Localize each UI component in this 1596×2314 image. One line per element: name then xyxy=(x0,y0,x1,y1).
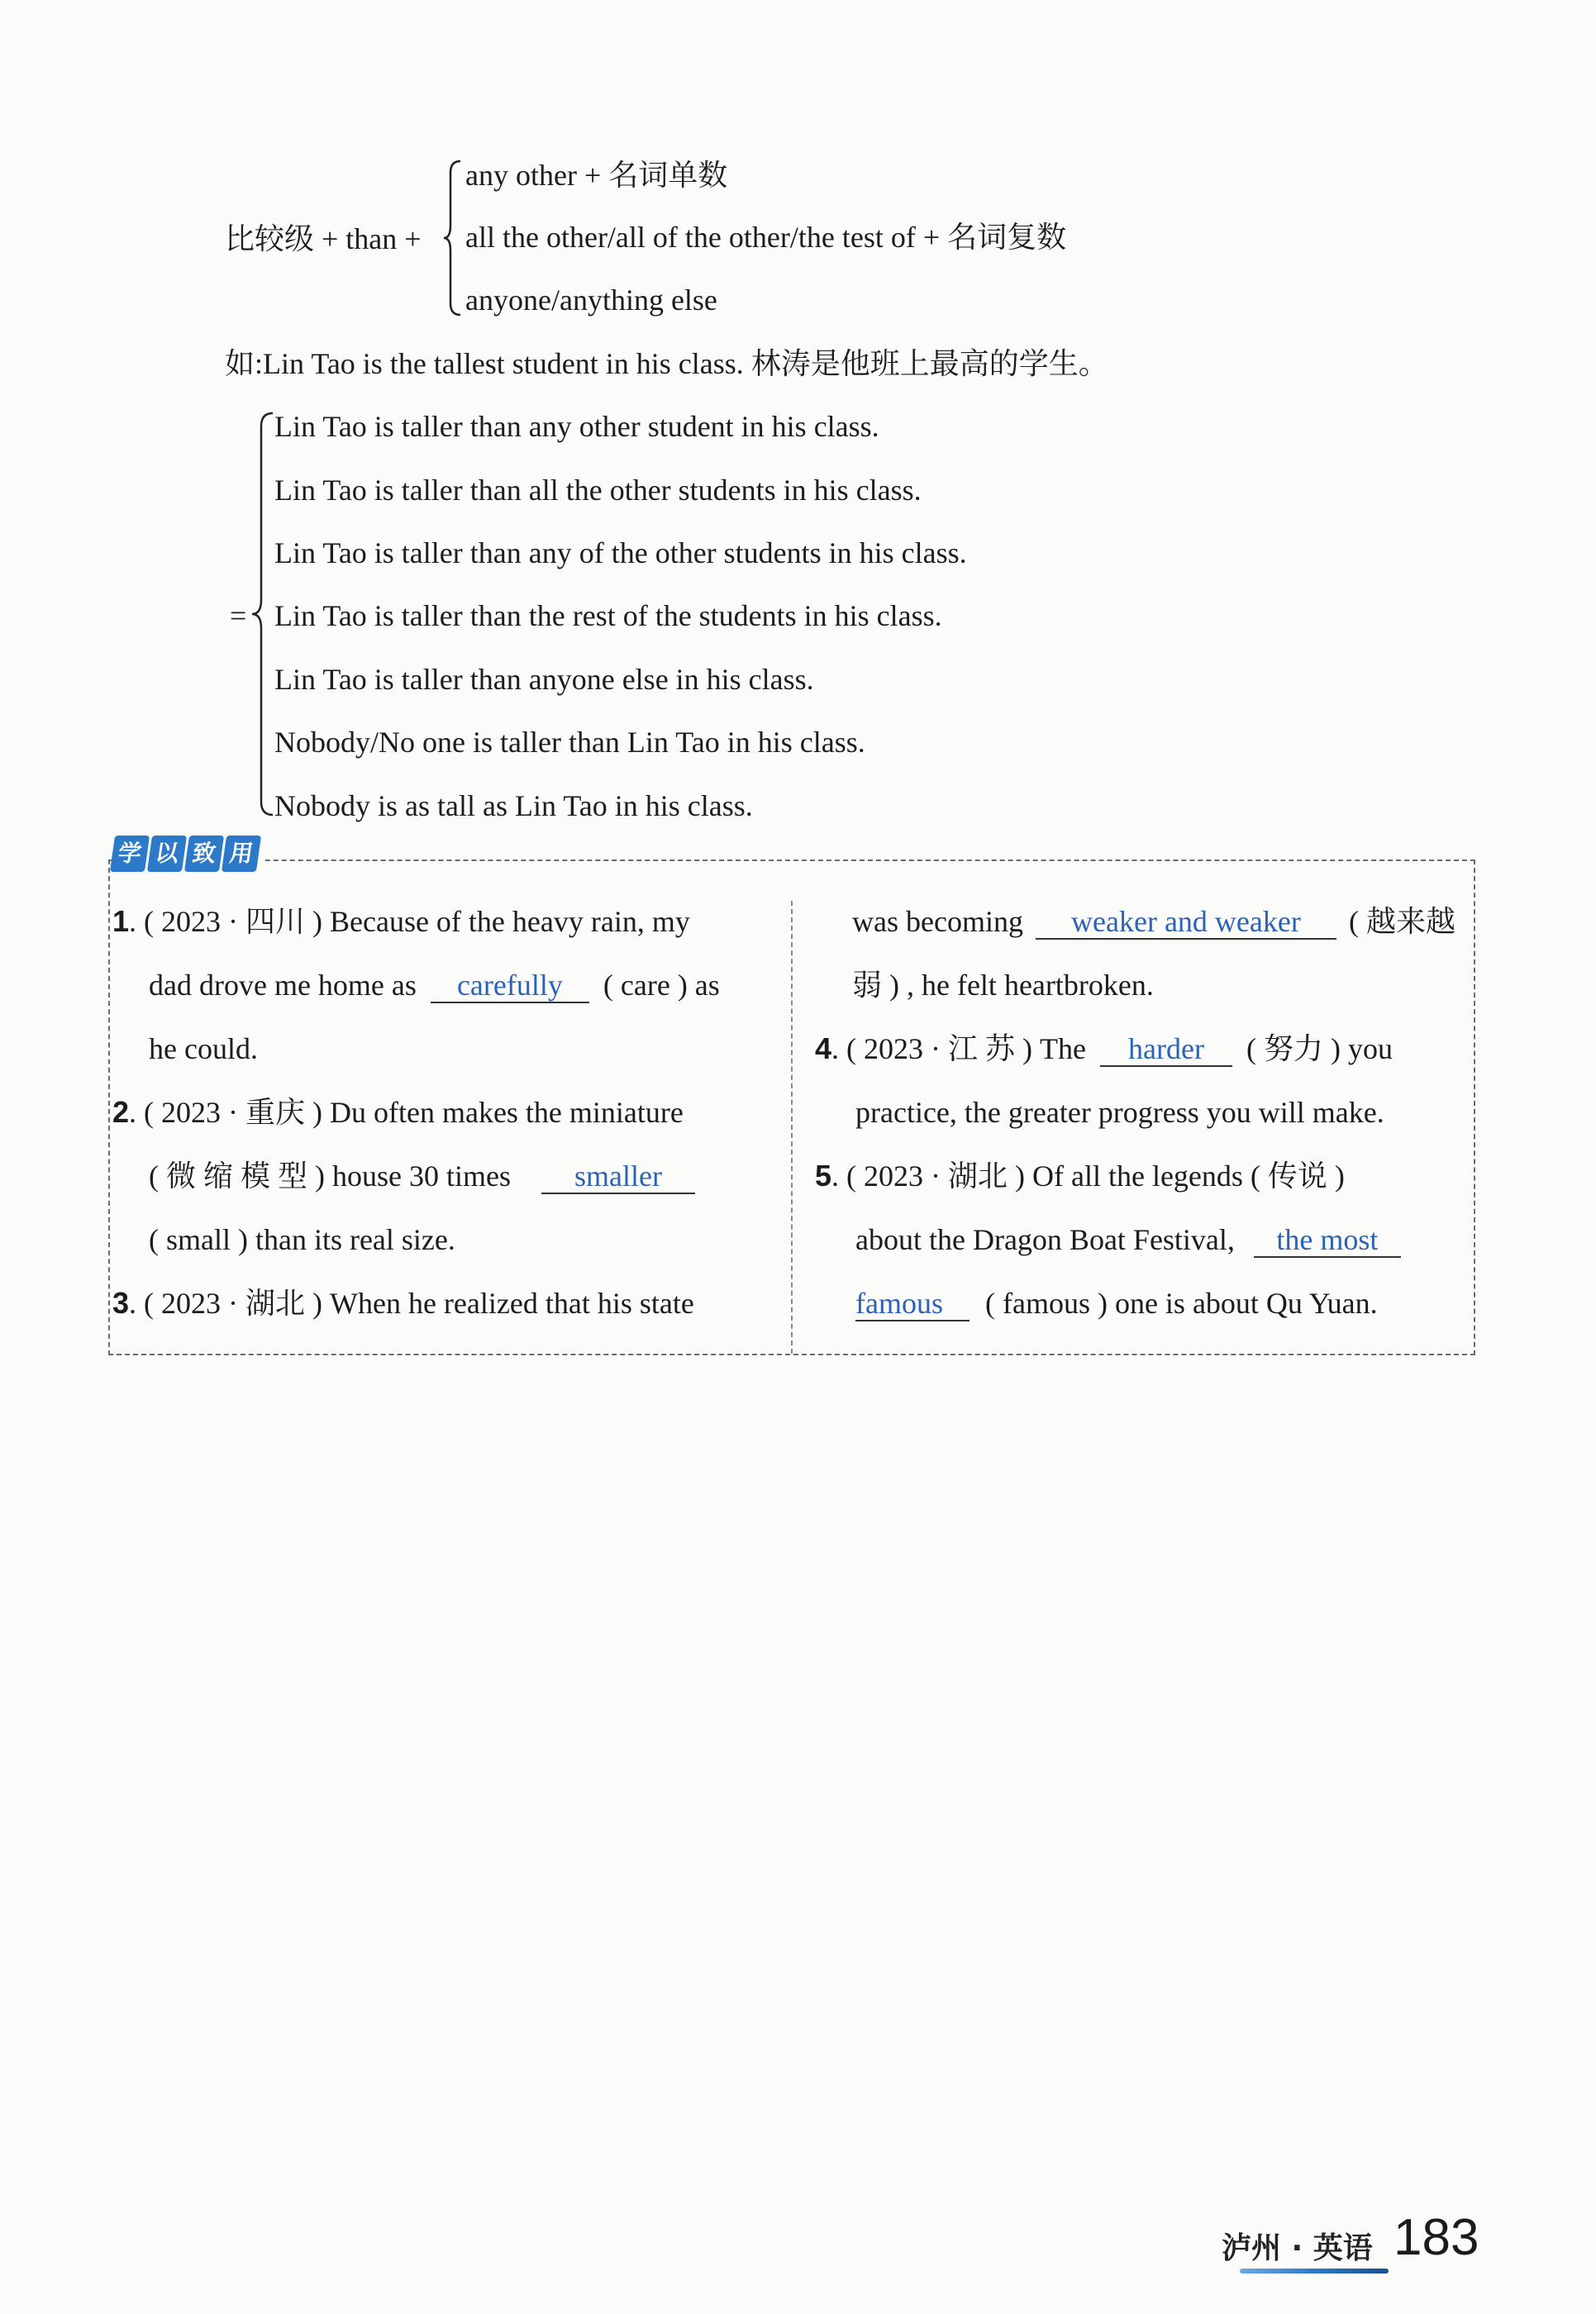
column-divider xyxy=(791,901,793,1354)
exercise-4-line-2: practice, the greater progress you will make. xyxy=(855,1096,1384,1129)
answer-blank[interactable]: harder xyxy=(1100,1032,1232,1067)
exercise-number: 5 xyxy=(815,1159,832,1193)
exercise-number: 1 xyxy=(112,904,130,938)
exercise-text: . ( 2023 · 湖北 ) When he realized that his state xyxy=(129,1287,694,1320)
rule-option-1: any other + 名词单数 xyxy=(465,159,728,192)
exercise-5-line-1 xyxy=(815,1158,1345,1194)
badge-char: 以 xyxy=(147,836,187,872)
exercise-text: ( 微 缩 模 型 ) house 30 times xyxy=(149,1159,511,1193)
exercise-3-line-1 xyxy=(112,1285,694,1321)
exercise-text: was becoming xyxy=(852,905,1023,938)
section-badge xyxy=(112,836,264,872)
exercise-text: dad drove me home as xyxy=(149,969,417,1002)
rule-option-2: all the other/all of the other/the test of + 名词复数 xyxy=(465,221,1067,254)
variant-2: Lin Tao is taller than all the other students in his class. xyxy=(274,474,922,507)
exercise-text: . ( 2023 · 四川 ) Because of the heavy rain, my xyxy=(129,905,690,938)
badge-char: 用 xyxy=(222,836,261,872)
exercise-text: . ( 2023 · 江 苏 ) The xyxy=(831,1032,1086,1065)
rule-brace-icon xyxy=(442,160,464,317)
exercise-text: about the Dragon Boat Festival, xyxy=(855,1223,1235,1256)
variant-5: Lin Tao is taller than anyone else in his class. xyxy=(274,663,814,696)
rule-prefix: 比较级 + than + xyxy=(225,222,422,255)
answer-blank[interactable]: famous xyxy=(855,1287,970,1321)
example-intro: 如:Lin Tao is the tallest student in his class. 林涛是他班上最高的学生。 xyxy=(225,347,1108,380)
footer-underline-decoration xyxy=(1240,2269,1389,2274)
exercise-3-line-3: 弱 ) , he felt heartbroken. xyxy=(852,969,1154,1002)
exercise-5-line-2 xyxy=(855,1221,1401,1258)
exercise-number: 4 xyxy=(815,1031,832,1065)
exercise-4-line-1 xyxy=(815,1031,1393,1067)
exercise-5-line-3 xyxy=(855,1285,1378,1321)
exercise-text: . ( 2023 · 重庆 ) Du often makes the miniature xyxy=(129,1096,684,1129)
answer-blank[interactable]: carefully xyxy=(431,969,589,1003)
answer-blank[interactable]: smaller xyxy=(541,1159,695,1194)
variant-4: Lin Tao is taller than the rest of the students in his class. xyxy=(274,599,942,632)
exercise-number: 2 xyxy=(112,1095,130,1129)
equals-sign: = xyxy=(230,599,247,632)
exercise-2-line-2 xyxy=(149,1158,695,1194)
exercise-text: ( 越来越 xyxy=(1348,905,1455,938)
exercise-number: 3 xyxy=(112,1286,130,1320)
footer-subject-label: 泸州 · 英语 xyxy=(1222,2231,1373,2265)
page-number: 183 xyxy=(1394,2209,1479,2266)
variant-3: Lin Tao is taller than any of the other students in his class. xyxy=(274,536,967,569)
variant-1: Lin Tao is taller than any other student in his class. xyxy=(274,410,879,443)
exercise-3-line-2 xyxy=(852,903,1455,940)
exercise-1-line-2 xyxy=(149,967,720,1003)
answer-blank[interactable]: the most xyxy=(1254,1223,1401,1258)
exercise-text: . ( 2023 · 湖北 ) Of all the legends ( 传说 ) xyxy=(831,1159,1345,1193)
exercise-2-line-1 xyxy=(112,1094,684,1131)
answer-blank[interactable]: weaker and weaker xyxy=(1036,905,1336,940)
variant-6: Nobody/No one is taller than Lin Tao in his class. xyxy=(274,726,865,759)
rule-option-3: anyone/anything else xyxy=(465,283,717,317)
exercise-1-line-1 xyxy=(112,903,690,940)
variant-7: Nobody is as tall as Lin Tao in his class. xyxy=(274,789,753,822)
exercise-text: ( care ) as xyxy=(603,969,720,1002)
exercise-text: ( 努力 ) you xyxy=(1246,1032,1393,1065)
exercise-text: ( famous ) one is about Qu Yuan. xyxy=(985,1287,1378,1320)
exercise-1-line-3: he could. xyxy=(149,1032,258,1065)
variants-brace-icon xyxy=(250,412,276,817)
badge-char: 学 xyxy=(110,836,150,872)
exercise-2-line-3: ( small ) than its real size. xyxy=(149,1223,455,1256)
badge-char: 致 xyxy=(184,836,224,872)
